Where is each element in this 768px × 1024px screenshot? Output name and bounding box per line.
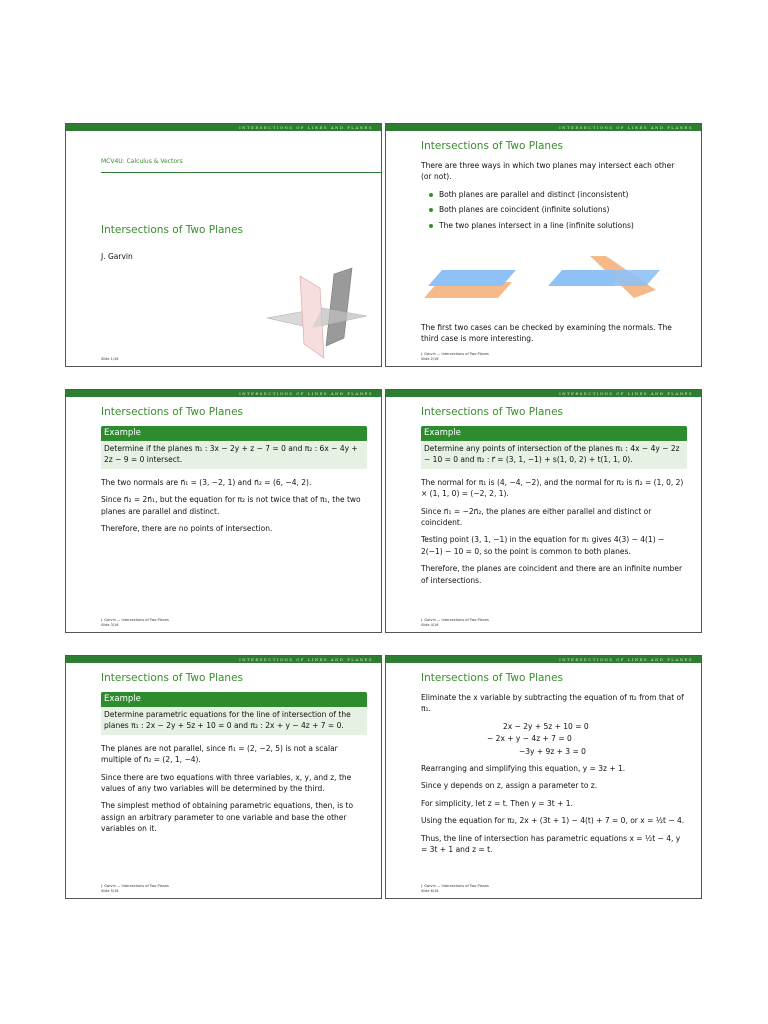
course-name: MCV4U: Calculus & Vectors — [101, 158, 183, 165]
example-block — [101, 692, 367, 735]
header-band: INTERSECTIONS OF LINES AND PLANES — [66, 390, 381, 397]
slide-title: Intersections of Two Planes — [421, 406, 564, 418]
slide-footer: J. Garvin — Intersections of Two Planes Slide 4/16 — [421, 618, 489, 627]
example-block — [101, 426, 367, 469]
paragraph: Testing point (3, 1, −1) in the equation for π₁ gives 4(3) − 4(1) − 2(−1) − 10 = 0, so the point is common to both planes. — [421, 535, 665, 556]
slide-2 — [385, 123, 702, 367]
paragraph: The planes are not parallel, since n⃗₁ = (2, −2, 5) is not a scalar multiple of n⃗₂ = (2, 1, −4). — [101, 743, 338, 765]
example-heading: Example — [101, 426, 367, 441]
paragraph: The simplest method of obtaining parametric equations, then, is to assign an arbitrary parameter to one variable and base the other variables on it. — [101, 801, 354, 834]
paragraph: Since there are two equations with three variables, x, y, and z, the values of any two variables will be determined by the third. — [101, 772, 352, 794]
equation-line: − 2x + y − 4z + 7 = 0 — [487, 734, 572, 744]
example-block — [421, 426, 687, 469]
paragraph: Eliminate the x variable by subtracting the equation of π₂ from that of π₁. — [421, 693, 684, 714]
example-text: Determine if the planes π₁ : 3x − 2y + z − 7 = 0 and π₂ : 6x − 4y + 2z − 9 = 0 intersect. — [101, 441, 367, 469]
slide-title: Intersections of Two Planes — [421, 672, 564, 684]
paragraph: Thus, the line of intersection has parametric equations x = ½t − 4, y = 3t + 1 and z = t. — [421, 833, 681, 855]
example-text: Determine any points of intersection of the planes π₁ : 4x − 4y − 2z − 10 = 0 and π₂ : r⃗ = (3, 1, −1) + s(1, 0, 2) + t(1, 1, 0). — [421, 441, 687, 469]
intro-text: There are three ways in which two planes may intersect each other (or not). — [421, 161, 675, 182]
slide-5 — [65, 655, 382, 899]
slide-body — [421, 426, 687, 592]
paragraph: For simplicity, let z = t. Then y = 3t + 1. — [421, 798, 573, 808]
example-heading: Example — [421, 426, 687, 441]
plane-cases-diagram — [424, 254, 664, 304]
case-list — [421, 189, 687, 231]
paragraph: Since n⃗₂ = 2n⃗₁, but the equation for π₂ is not twice that of π₁, the two planes are parallel and distinct. — [101, 495, 361, 516]
slide-body — [421, 692, 687, 861]
slide-footer: J. Garvin — Intersections of Two Planes Slide 3/16 — [101, 618, 169, 627]
slide-title: Intersections of Two Planes — [101, 672, 244, 684]
header-band: INTERSECTIONS OF LINES AND PLANES — [386, 656, 701, 663]
paragraph: The normal for π₁ is (4, −4, −2), and the normal for π₂ is n⃗₂ = (1, 0, 2) × (1, 1, 0) = (−2, 2, 1). — [421, 477, 684, 499]
paragraph: Therefore, there are no points of intersection. — [101, 524, 273, 534]
slide-1 — [65, 123, 382, 367]
paragraph: Since n⃗₁ = −2n⃗₂, the planes are either parallel and distinct or coincident. — [421, 506, 652, 528]
example-text: Determine parametric equations for the line of intersection of the planes π₁ : 2x − 2y + 5z + 10 = 0 and π₂ : 2x + y − 4z + 7 = 0. — [101, 707, 367, 735]
slide-footer: J. Garvin — Intersections of Two Planes Slide 2/16 — [421, 352, 489, 361]
header-band: INTERSECTIONS OF LINES AND PLANES — [386, 124, 701, 131]
paragraph: Therefore, the planes are coincident and there are an infinite number of intersections. — [421, 564, 683, 585]
slide-4 — [385, 389, 702, 633]
header-band: INTERSECTIONS OF LINES AND PLANES — [66, 656, 381, 663]
equation-line: 2x − 2y + 5z + 10 = 0 — [503, 721, 589, 731]
slide-body — [101, 426, 367, 540]
slide-title: Intersections of Two Planes — [101, 406, 244, 418]
slide-6 — [385, 655, 702, 899]
slide-body — [421, 160, 687, 235]
header-band: INTERSECTIONS OF LINES AND PLANES — [386, 390, 701, 397]
paragraph: Rearranging and simplifying this equation, y = 3z + 1. — [421, 764, 626, 774]
slide-footer: J. Garvin — Intersections of Two Planes Slide 6/16 — [421, 884, 489, 893]
slide-body — [101, 692, 367, 841]
closing-text: The first two cases can be checked by examining the normals. The third case is more interesting. — [421, 323, 672, 344]
example-heading: Example — [101, 692, 367, 707]
header-band: INTERSECTIONS OF LINES AND PLANES — [66, 124, 381, 131]
list-item: Both planes are parallel and distinct (inconsistent) — [421, 189, 687, 200]
elimination-equations — [487, 721, 687, 757]
paragraph: The two normals are n⃗₁ = (3, −2, 1) and n⃗₂ = (6, −4, 2). — [101, 477, 312, 487]
equation-line: −3y + 9z + 3 = 0 — [519, 746, 586, 756]
slide-3 — [65, 389, 382, 633]
slide-footer: Slide 1/16 — [101, 357, 119, 361]
paragraph: Using the equation for π₂, 2x + (3t + 1) − 4(t) + 7 = 0, or x = ½t − 4. — [421, 816, 685, 826]
deck-title: Intersections of Two Planes — [101, 224, 244, 236]
list-item: The two planes intersect in a line (infinite solutions) — [421, 220, 687, 231]
slide-title: Intersections of Two Planes — [421, 140, 564, 152]
slide-footer: J. Garvin — Intersections of Two Planes Slide 5/16 — [101, 884, 169, 893]
paragraph: Since y depends on z, assign a parameter to z. — [421, 781, 598, 791]
list-item: Both planes are coincident (infinite solutions) — [421, 204, 687, 215]
planes-illustration — [262, 266, 372, 366]
author-name: J. Garvin — [101, 252, 133, 261]
course-rule — [101, 172, 381, 173]
